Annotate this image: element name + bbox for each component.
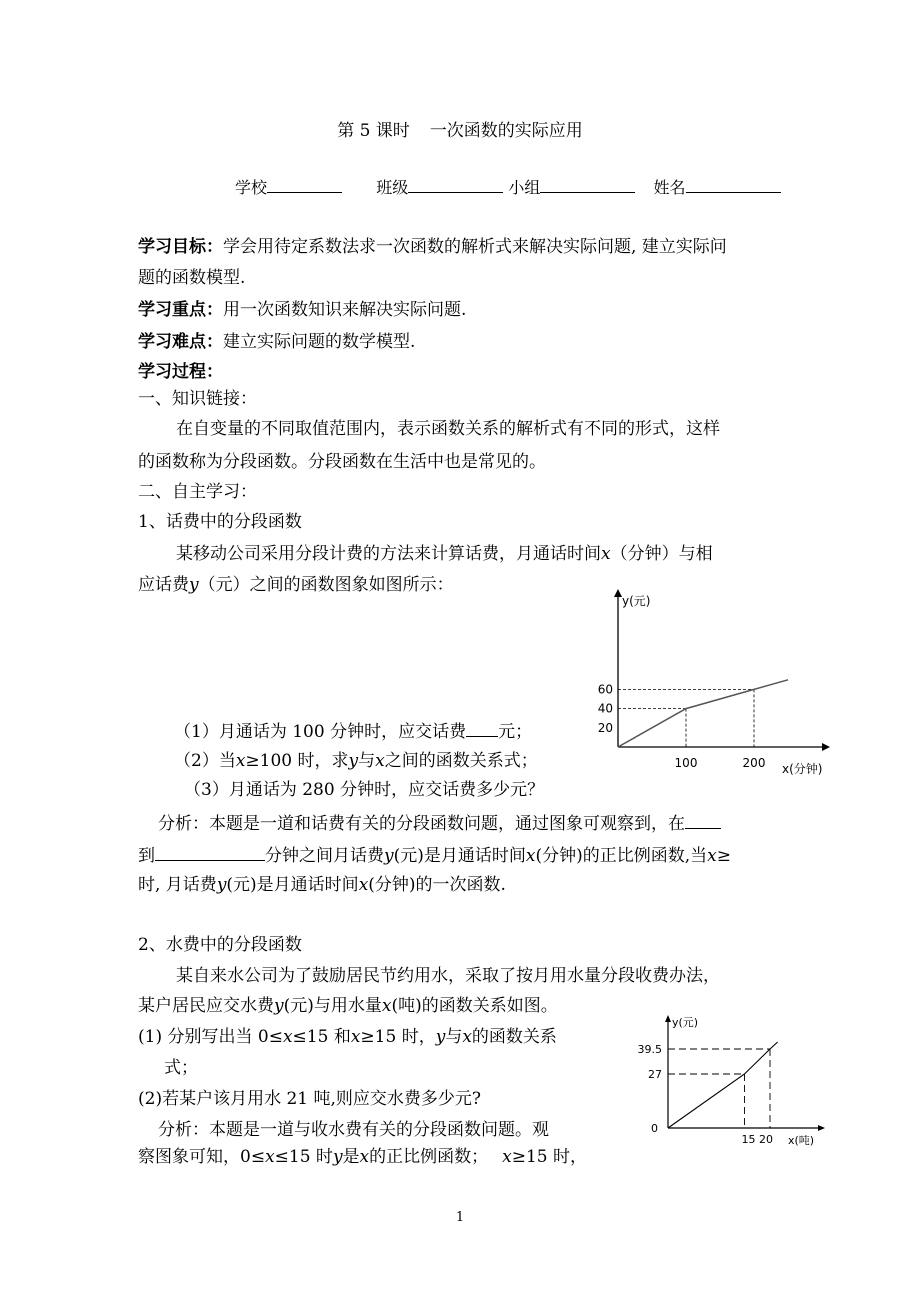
focus-line: [138, 299, 466, 321]
q2-item-1: [138, 1026, 557, 1048]
goal-line-2: [138, 267, 245, 289]
x-axis-arrow: [818, 1125, 825, 1131]
q1-item-2c: 与: [358, 751, 376, 771]
q1-analysis-3a: 时, 月话费: [138, 875, 217, 895]
q2-analysis-2e: ≥15 时，: [511, 1147, 588, 1167]
q2-intro-1: 某自来水公司为了鼓励居民节约用水，采取了按月用水量分段收费办法，: [176, 966, 720, 986]
var-x: x: [381, 996, 392, 1016]
var-x: x: [502, 1147, 512, 1167]
q1-heading: 1、话费中的分段函数: [138, 512, 302, 532]
page-title: [0, 116, 920, 141]
x-axis-label: x(吨): [788, 1134, 815, 1147]
q2-analysis-1: 分析：本题是一道与收水费有关的分段函数问题。观: [158, 1120, 549, 1140]
difficulty-text: 建立实际问题的数学模型.: [223, 332, 416, 352]
q1-item-2: [174, 750, 538, 772]
q1-intro-1a: 某移动公司采用分段计费的方法来计算话费，月通话时间: [176, 544, 601, 564]
var-y: y: [332, 1147, 343, 1167]
q2-analysis-2: [138, 1146, 587, 1168]
q1-item-1: [174, 720, 532, 743]
q2-intro-2: [138, 995, 558, 1017]
q1-analysis-3: [138, 874, 506, 896]
y-tick-label: 39.5: [637, 1043, 662, 1056]
analysis-blank-1[interactable]: [685, 812, 721, 829]
school-blank[interactable]: [267, 176, 342, 193]
analysis-blank-2[interactable]: [155, 844, 265, 861]
q1-intro-1b: （分钟）与相: [610, 544, 713, 564]
class-blank[interactable]: [408, 176, 503, 193]
q1-item-2b: ≥100 时，求: [245, 751, 349, 771]
x-tick-label: 15 20: [741, 1133, 773, 1146]
y-axis-label: y(元): [622, 594, 651, 608]
lesson-topic: 一次函数的实际应用: [429, 121, 583, 141]
q2-analysis-2d: 的正比例函数；: [369, 1147, 489, 1167]
focus-text: 用一次函数知识来解决实际问题.: [223, 300, 467, 320]
process-label: 学习过程：: [138, 362, 223, 382]
q1-analysis-3b: (元)是月通话时间: [226, 875, 359, 895]
group-label: 小组: [508, 178, 541, 197]
school-label: 学校: [235, 178, 268, 197]
q1-analysis-2b: 分钟之间月话费: [265, 846, 384, 866]
difficulty-label: 学习难点：: [138, 332, 223, 352]
goal-label: 学习目标：: [138, 237, 223, 257]
var-y: y: [274, 996, 284, 1016]
q1-analysis-3c: (分钟)的一次函数.: [368, 875, 506, 895]
var-y: y: [384, 846, 394, 866]
student-info-line: [235, 175, 781, 198]
q1-intro-2a: 应话费: [138, 575, 189, 595]
var-x: x: [358, 875, 369, 895]
q1-item-2a: （2）当: [174, 751, 236, 771]
var-x: x: [359, 1147, 370, 1167]
var-y: y: [216, 875, 227, 895]
section1-heading: 一、知识链接：: [138, 389, 257, 409]
q2-item-2: (2)若某户该月用水 21 吨,则应交水费多少元?: [138, 1089, 482, 1109]
q1-item-1b: 元；: [498, 722, 533, 742]
var-x: x: [235, 751, 246, 771]
q2-item-1d: 与: [445, 1027, 463, 1047]
section1-para-2: 的函数称为分段函数。分段函数在生活中也是常见的。: [138, 452, 546, 472]
origin-label: 0: [651, 1122, 658, 1135]
q1-analysis-1: [158, 812, 721, 835]
y-tick-label: 20: [597, 720, 613, 735]
y-tick-label: 60: [597, 682, 613, 697]
q1-analysis-2e: ≥: [716, 846, 731, 866]
name-blank[interactable]: [686, 176, 781, 193]
var-y: y: [189, 575, 199, 595]
var-x: x: [375, 751, 385, 771]
q1-item-3: （3）月通话为 280 分钟时，应交话费多少元？: [184, 780, 545, 800]
page-number: 1: [455, 1210, 465, 1225]
x-axis-arrow: [822, 743, 830, 751]
q1-intro-1: [176, 543, 713, 565]
section1-para-1: 在自变量的不同取值范围内，表示函数关系的解析式有不同的形式，这样: [176, 419, 720, 439]
q2-heading: 2、水费中的分段函数: [138, 935, 302, 955]
var-y: y: [435, 1027, 446, 1047]
series-line: [668, 1042, 778, 1128]
q1-intro-2: [138, 574, 454, 596]
class-label: 班级: [376, 178, 409, 197]
var-x: x: [265, 1147, 275, 1167]
y-tick-label: 27: [648, 1068, 662, 1081]
var-y: y: [348, 751, 359, 771]
goal-text-1: 学会用待定系数法求一次函数的解析式来解决实际问题, 建立实际问: [223, 237, 727, 257]
var-x: x: [350, 1027, 361, 1047]
x-tick-label: 100: [674, 756, 698, 770]
q1-item-1a: （1）月通话为 100 分钟时，应交话费: [174, 722, 467, 742]
y-axis-arrow: [665, 1015, 671, 1022]
q1-analysis-2d: (分钟)的正比例函数,当: [535, 846, 708, 866]
goal-line-1: [138, 236, 727, 258]
difficulty-line: [138, 331, 415, 353]
var-x: x: [601, 544, 611, 564]
q1-intro-2b: （元）之间的函数图象如图所示：: [198, 575, 454, 595]
var-x: x: [707, 846, 717, 866]
q2-item-1b: ≤15 和: [292, 1027, 351, 1047]
q2-analysis-2c: 是: [342, 1147, 360, 1167]
q2-intro-2a: 某户居民应交水费: [138, 996, 274, 1016]
focus-label: 学习重点：: [138, 300, 223, 320]
lesson-number: 第 5 课时: [337, 121, 410, 141]
q1-item-2d: 之间的函数关系式；: [384, 751, 538, 771]
phone-fee-chart: [590, 585, 850, 785]
q2-item-1a: (1) 分别写出当 0≤: [138, 1027, 283, 1047]
q2-analysis-2b: ≤15 时: [274, 1147, 333, 1167]
name-label: 姓名: [653, 178, 686, 197]
series-line: [618, 680, 788, 747]
group-blank[interactable]: [540, 176, 635, 193]
q2-item-1c: ≥15 时，: [360, 1027, 436, 1047]
q1-answer-blank[interactable]: [466, 720, 498, 737]
q1-analysis-2: [138, 844, 731, 867]
q2-intro-2c: (吨)的函数关系如图。: [391, 996, 558, 1016]
water-fee-chart: [637, 1012, 840, 1152]
q1-analysis-2a: 到: [138, 846, 155, 866]
q2-item-1-cont: 式；: [164, 1058, 198, 1078]
q2-analysis-2a: 察图象可知，0≤: [138, 1147, 266, 1167]
var-x: x: [282, 1027, 293, 1047]
q1-analysis-2c: (元)是月通话时间: [393, 846, 526, 866]
q2-intro-2b: (元)与用水量: [283, 996, 382, 1016]
q1-analysis-1a: 分析：本题是一道和话费有关的分段函数问题，通过图象可观察到，在: [158, 814, 685, 834]
goal-text-2: 题的函数模型.: [138, 268, 246, 288]
var-x: x: [462, 1027, 472, 1047]
section2-heading: 二、自主学习：: [138, 482, 257, 502]
var-x: x: [525, 846, 536, 866]
y-axis-label: y(元): [672, 1016, 699, 1029]
q2-item-1e: 的函数关系: [471, 1027, 557, 1047]
x-axis-label: x(分钟): [782, 762, 823, 776]
y-axis-arrow: [614, 589, 622, 597]
y-tick-label: 40: [597, 701, 613, 716]
x-tick-label: 200: [742, 756, 766, 770]
